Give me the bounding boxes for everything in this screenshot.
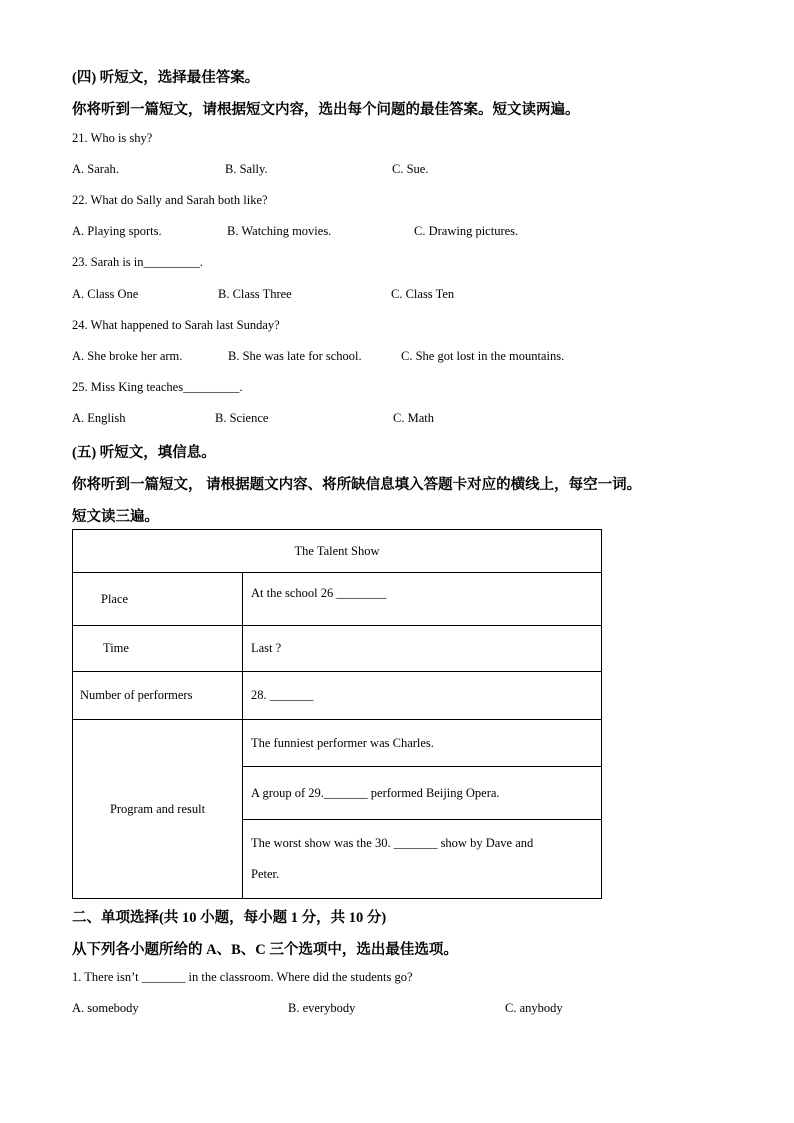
question-25: 25. Miss King teaches_________. bbox=[72, 380, 243, 394]
program-row-2: A group of 29._______ performed Beijing Opera. bbox=[243, 767, 602, 820]
option-b: B. everybody bbox=[288, 1001, 356, 1015]
option-c: C. Drawing pictures. bbox=[414, 224, 519, 238]
question-23: 23. Sarah is in_________. bbox=[72, 255, 203, 269]
question-24: 24. What happened to Sarah last Sunday? bbox=[72, 318, 280, 332]
section-4-title: (四) 听短文，选择最佳答案。 bbox=[72, 70, 260, 86]
performers-label: Number of performers bbox=[73, 672, 243, 720]
option-a: A. Playing sports. bbox=[72, 224, 162, 238]
option-c: C. Math bbox=[393, 411, 434, 425]
program-row-3-line2: Peter. bbox=[251, 867, 280, 881]
option-a: A. English bbox=[72, 411, 126, 425]
option-a: A. Sarah. bbox=[72, 162, 119, 176]
question-22-options bbox=[72, 224, 712, 242]
program-row-3 bbox=[243, 820, 602, 899]
program-row-1: The funniest performer was Charles. bbox=[243, 720, 602, 767]
section-5-instruction-line2: 短文读三遍。 bbox=[72, 509, 159, 525]
option-c: C. Sue. bbox=[392, 162, 429, 176]
performers-value: 28. _______ bbox=[243, 672, 602, 720]
option-c: C. anybody bbox=[505, 1001, 563, 1015]
option-b: B. Sally. bbox=[225, 162, 268, 176]
question-21-options bbox=[72, 162, 712, 180]
program-row-3-line1: The worst show was the 30. _______ show by Dave and bbox=[251, 836, 534, 850]
question-1-options bbox=[72, 1001, 712, 1019]
place-value: At the school 26 ________ bbox=[243, 573, 602, 626]
question-22: 22. What do Sally and Sarah both like? bbox=[72, 193, 268, 207]
talent-show-table bbox=[72, 529, 602, 899]
option-c: C. She got lost in the mountains. bbox=[401, 349, 565, 363]
option-b: B. Watching movies. bbox=[227, 224, 332, 238]
question-23-options bbox=[72, 287, 712, 305]
time-value: Last ? bbox=[243, 626, 602, 672]
option-b: B. She was late for school. bbox=[228, 349, 362, 363]
section-5-instruction-line1: 你将听到一篇短文， 请根据题文内容、将所缺信息填入答题卡对应的横线上，每空一词。 bbox=[72, 477, 642, 493]
time-label: Time bbox=[73, 626, 243, 672]
question-25-options bbox=[72, 411, 712, 429]
part-2-title: 二、单项选择(共 10 小题，每小题 1 分，共 10 分) bbox=[72, 910, 387, 926]
part-2-instruction: 从下列各小题所给的 A、B、C 三个选项中，选出最佳选项。 bbox=[72, 942, 458, 958]
section-4-instruction: 你将听到一篇短文，请根据短文内容，选出每个问题的最佳答案。短文读两遍。 bbox=[72, 102, 580, 118]
option-a: A. somebody bbox=[72, 1001, 139, 1015]
program-label: Program and result bbox=[73, 720, 243, 899]
place-label: Place bbox=[73, 573, 243, 626]
option-a: A. She broke her arm. bbox=[72, 349, 183, 363]
question-1: 1. There isn’t _______ in the classroom. Where did the students go? bbox=[72, 970, 413, 984]
section-5-title: (五) 听短文，填信息。 bbox=[72, 445, 216, 461]
option-a: A. Class One bbox=[72, 287, 139, 301]
option-c: C. Class Ten bbox=[391, 287, 455, 301]
option-b: B. Science bbox=[215, 411, 269, 425]
table-title: The Talent Show bbox=[73, 530, 602, 573]
option-b: B. Class Three bbox=[218, 287, 292, 301]
question-21: 21. Who is shy? bbox=[72, 131, 153, 145]
question-24-options bbox=[72, 349, 712, 367]
